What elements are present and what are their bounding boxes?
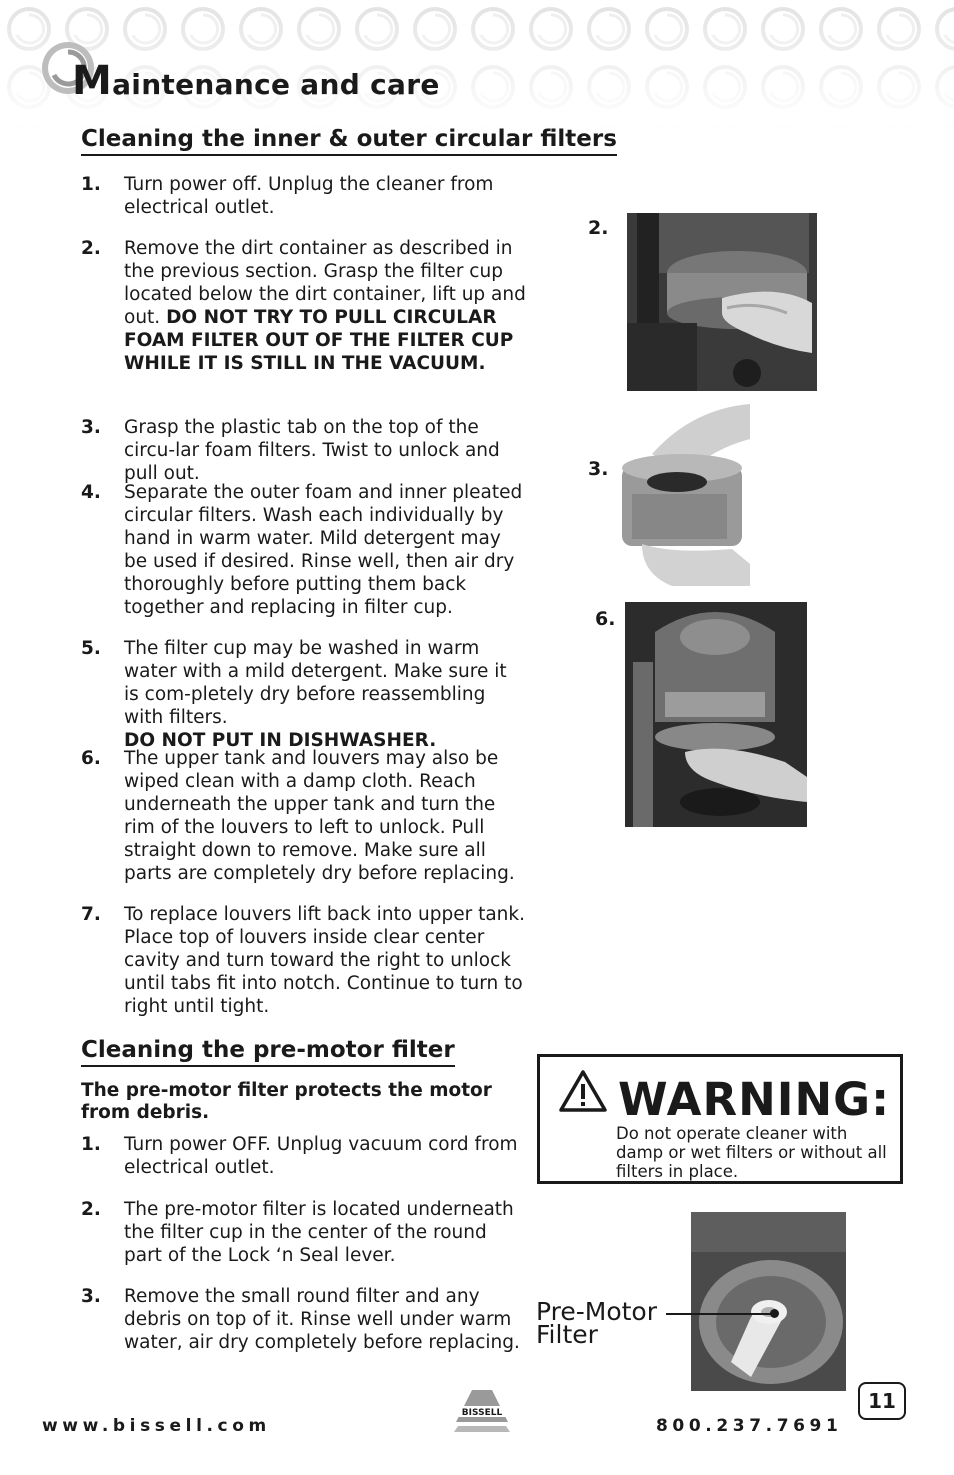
page-title-initial: M xyxy=(72,58,113,104)
step-6 xyxy=(81,747,526,885)
step-text: Remove the small round filter and any debris on top of it. Rinse well under warm water, air dry completely before replacing. xyxy=(124,1286,520,1353)
step-number: 2. xyxy=(81,238,101,259)
photo-twist-foam-filters xyxy=(612,404,752,586)
warning-title: WARNING: xyxy=(618,1073,891,1126)
step-text: To replace louvers lift back into upper tank. Place top of louvers inside clear center cavity and turn toward the right to unlock until tabs fit into notch. Continue to turn to right until tight. xyxy=(124,904,525,1017)
step-text: Separate the outer foam and inner pleated circular filters. Wash each individually by hand in warm water. Mild detergent may be used if desired. Rinse well, then air dry thoroughly before putting them back together and replacing in filter cup. xyxy=(124,482,523,618)
step-number: 4. xyxy=(81,482,101,503)
section-heading-circular-filters: Cleaning the inner & outer circular filters xyxy=(81,126,617,156)
step-number: 5. xyxy=(81,638,101,659)
footer-website: www.bissell.com xyxy=(42,1416,271,1436)
step-text: Remove the dirt container as described in the previous section. Grasp the filter cup located below the dirt container, lift up and out. xyxy=(124,238,526,328)
step-text: Turn power off. Unplug the cleaner from electrical outlet. xyxy=(124,174,494,218)
section-heading-pre-motor-filter: Cleaning the pre-motor filter xyxy=(81,1037,455,1067)
bissell-logo-text: BISSELL xyxy=(461,1408,503,1418)
premotor-step-3 xyxy=(81,1285,526,1354)
pre-motor-callout xyxy=(536,1297,658,1349)
section-intro: The pre-motor filter protects the motor from debris. xyxy=(81,1080,492,1123)
step-number: 6. xyxy=(81,748,101,769)
step-5 xyxy=(81,637,526,752)
step-body xyxy=(124,637,526,752)
step-text: The filter cup may be washed in warm water with a mild detergent. Make sure it is com-pletely dry before reassembling with filters. xyxy=(124,638,507,728)
step-4 xyxy=(81,481,526,619)
step-number: 1. xyxy=(81,174,101,195)
page-title xyxy=(72,58,440,104)
callout-line-1: Pre-Motor xyxy=(536,1297,658,1326)
premotor-step-2 xyxy=(81,1198,526,1267)
callout-leader-line xyxy=(666,1313,774,1315)
footer-phone: 800.237.7691 xyxy=(656,1416,843,1436)
callout-leader-dot xyxy=(770,1309,779,1318)
bissell-logo-icon xyxy=(450,1390,514,1432)
page-number: 11 xyxy=(858,1382,906,1420)
warning-text: Do not operate cleaner with damp or wet filters or without all filters in place. xyxy=(616,1124,887,1181)
step-text: The upper tank and louvers may also be wiped clean with a damp cloth. Reach underneath the upper tank and turn the rim of the louvers to left to unlock. Pull straight down to remove. Make sure all parts are completely dry before replacing. xyxy=(124,748,515,884)
step-1 xyxy=(81,173,526,219)
page-title-rest: aintenance and care xyxy=(112,68,440,101)
photo-filter-cup-removal xyxy=(627,213,817,391)
photo-pre-motor-filter xyxy=(691,1212,846,1391)
step-number: 3. xyxy=(81,417,101,438)
step-warning-text: DO NOT PUT IN DISHWASHER. xyxy=(124,730,437,751)
step-number: 3. xyxy=(81,1286,101,1307)
step-text: The pre-motor filter is located underneath the filter cup in the center of the round part of the Lock ‘n Seal lever. xyxy=(124,1199,514,1266)
step-text: Turn power OFF. Unplug vacuum cord from electrical outlet. xyxy=(124,1134,518,1178)
callout-line-2: Filter xyxy=(536,1320,598,1349)
photo-label-3: 3. xyxy=(588,458,609,480)
step-number: 7. xyxy=(81,904,101,925)
step-warning-text: DO NOT TRY TO PULL CIRCULAR FOAM FILTER OUT OF THE FILTER CUP WHILE IT IS STILL IN THE VACUUM. xyxy=(124,307,514,374)
warning-triangle-icon xyxy=(558,1069,608,1113)
photo-upper-tank-louvers xyxy=(625,602,807,827)
step-7 xyxy=(81,903,526,1018)
step-3 xyxy=(81,416,526,485)
warning-box xyxy=(537,1054,903,1184)
step-text: Grasp the plastic tab on the top of the circu-lar foam filters. Twist to unlock and pull out. xyxy=(124,417,500,484)
step-number: 1. xyxy=(81,1134,101,1155)
photo-label-6: 6. xyxy=(595,608,616,630)
step-number: 2. xyxy=(81,1199,101,1220)
step-2 xyxy=(81,237,526,375)
step-body xyxy=(124,237,526,375)
photo-label-2: 2. xyxy=(588,217,609,239)
premotor-step-1 xyxy=(81,1133,526,1179)
